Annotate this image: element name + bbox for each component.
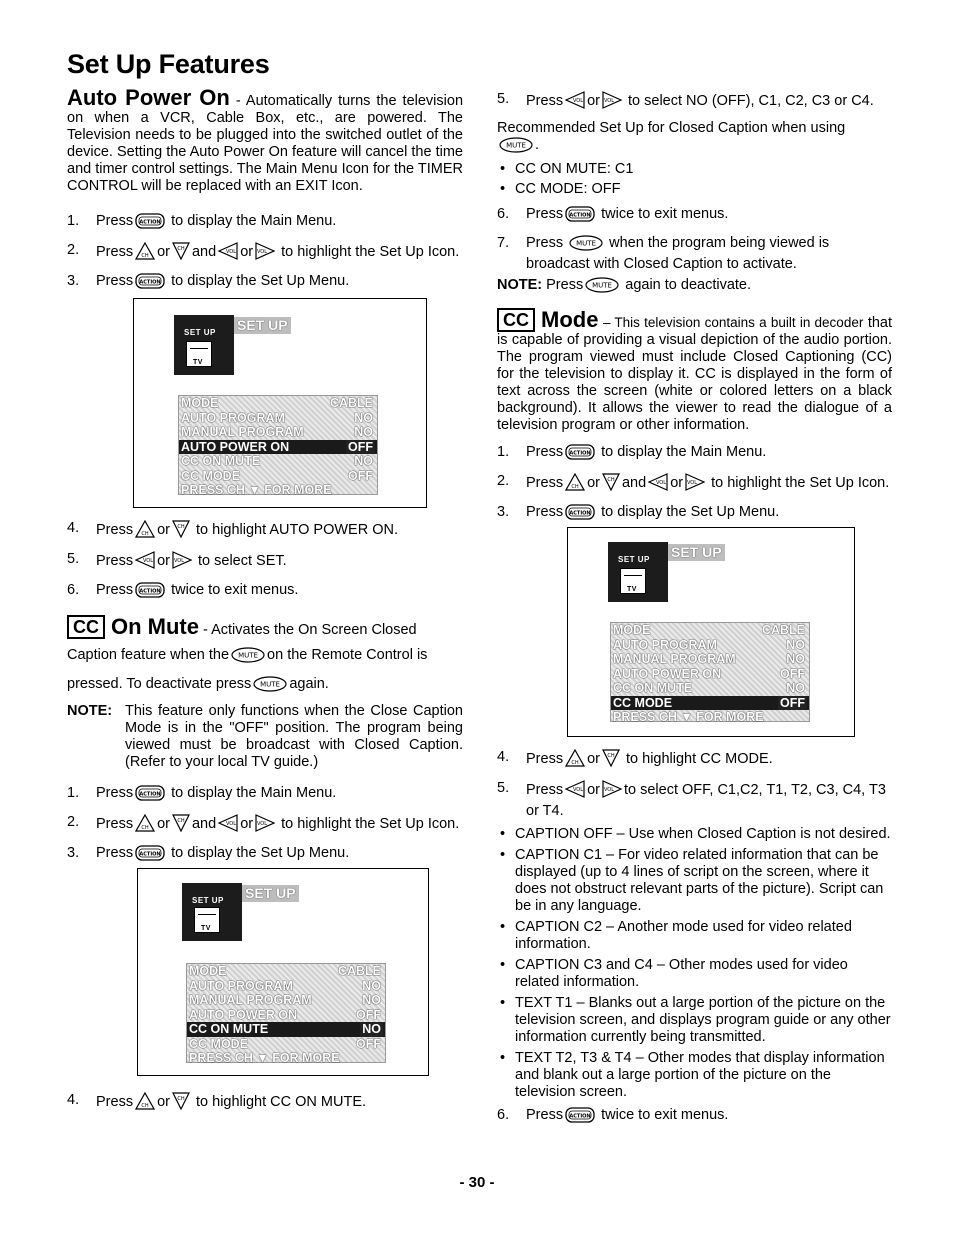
left-column	[67, 86, 463, 1115]
svg-text:ACTION: ACTION	[569, 1113, 591, 1120]
cc-mute-step-5: 5. Press VOL or VOL to select NO (OFF), C1, C2, C3 or C4.	[497, 91, 892, 114]
setup-menu-list	[178, 395, 378, 495]
cc-mode-step-4: 4. Press CH or CH to highlight CC MODE.	[497, 749, 892, 772]
menu-row-press-ch: PRESS CH ▼ FOR MORE	[189, 1051, 340, 1065]
setup-tab: SET UP TV	[182, 883, 242, 941]
on-mute-step-2: 2. Press CH or CH and VOL or VOL to highlight the Set Up Icon.	[67, 814, 463, 837]
svg-text:CH: CH	[141, 1103, 149, 1109]
auto-power-step-2: 2. Press CH or CH and VOL or VOL to highlight the Set Up Icon.	[67, 242, 463, 265]
svg-text:MUTE: MUTE	[238, 651, 258, 660]
svg-text:CH: CH	[607, 753, 615, 759]
action-button-icon	[135, 582, 165, 603]
cc-mode-step-5: 5. Press VOL or VOL to select OFF, C1,C2, T1, T2, C3, C4, T3 or T4.	[497, 780, 886, 819]
caption-bullet-4: • CAPTION C3 and C4 – Other modes used for video related information.	[500, 957, 848, 990]
svg-text:ACTION: ACTION	[139, 588, 161, 595]
on-mute-heading: On Mute	[111, 614, 199, 639]
channel-down-icon	[172, 242, 190, 265]
setup-menu-list	[186, 963, 386, 1063]
action-button-icon	[565, 206, 595, 227]
volume-left-icon	[565, 780, 585, 803]
svg-text:ACTION: ACTION	[569, 212, 591, 219]
setup-header: SET UP	[668, 544, 725, 561]
mute-button-icon	[231, 647, 265, 668]
svg-text:VOL: VOL	[257, 821, 268, 827]
menu-row-auto-power-on: AUTO POWER ON OFF	[189, 1007, 381, 1022]
svg-text:CH: CH	[177, 524, 185, 530]
svg-text:CH: CH	[177, 1096, 185, 1102]
menu-row-auto-power-on: AUTO POWER ON OFF	[179, 440, 377, 455]
svg-text:MUTE: MUTE	[592, 281, 613, 290]
channel-up-icon	[135, 242, 155, 265]
channel-up-icon	[565, 473, 585, 496]
action-button-icon	[565, 1107, 595, 1128]
channel-up-icon	[135, 520, 155, 543]
channel-up-icon	[565, 749, 585, 772]
svg-text:VOL: VOL	[226, 249, 237, 255]
channel-up-icon	[135, 1092, 155, 1115]
action-button-icon	[135, 273, 165, 294]
svg-text:CH: CH	[141, 825, 149, 831]
setup-menu-screen-on-mute	[137, 868, 429, 1076]
menu-row-cc-on-mute: CC ON MUTE NO	[181, 454, 373, 468]
svg-text:MUTE: MUTE	[506, 141, 526, 150]
svg-text:CH: CH	[141, 531, 149, 537]
setup-menu-list	[610, 622, 810, 722]
svg-text:VOL: VOL	[573, 98, 584, 104]
auto-power-intro	[67, 86, 463, 195]
volume-right-icon	[685, 473, 705, 496]
setup-tab: SET UP TV	[608, 542, 668, 602]
channel-down-icon	[172, 814, 190, 837]
menu-row-mode: MODE CABLE	[181, 396, 373, 410]
menu-row-press-ch: PRESS CH ▼ FOR MORE	[181, 483, 332, 497]
svg-text:ACTION: ACTION	[569, 510, 591, 517]
volume-right-icon	[255, 242, 275, 265]
menu-row-cc-on-mute: CC ON MUTE NO	[613, 681, 805, 695]
channel-down-icon	[172, 520, 190, 543]
setup-menu-screen-auto-power	[133, 298, 427, 508]
caption-bullet-6: • TEXT T2, T3 & T4 – Other modes that display information and blank out a large portion of the picture on the television screen.	[500, 1050, 885, 1100]
on-mute-step-1: 1. Press ACTION to display the Main Menu.	[67, 785, 463, 806]
cc-icon: CC	[497, 308, 535, 332]
svg-text:ACTION: ACTION	[139, 851, 161, 858]
caption-bullet-5: • TEXT T1 – Blanks out a large portion of the picture on the television screen, and displays program guide or any other information currently being transmitted.	[500, 995, 891, 1045]
svg-text:CH: CH	[571, 760, 579, 766]
right-column	[497, 91, 892, 1128]
auto-power-desc: - Automatically turns the television on when a VCR, Cable Box, etc., are powered. The Television needs to be plugged into the switched outlet of the device. Setting the Auto Power On feature will cancel the time and timer control settings. The Main Menu Icon for the TIMER CONTROL will be replaced with an EXIT Icon.	[67, 93, 464, 194]
on-mute-desc-line-3: pressed. To deactivate press MUTE again.	[67, 676, 463, 697]
svg-text:ACTION: ACTION	[569, 450, 591, 457]
svg-text:VOL: VOL	[143, 558, 154, 564]
menu-row-press-ch: PRESS CH ▼ FOR MORE	[613, 710, 764, 724]
channel-down-icon	[602, 749, 620, 772]
setup-tab: SET UP TV	[174, 315, 234, 375]
cc-mode-intro: CC Mode – This television contains a built in decoder that is capable of providing a visual depiction of the audio portion. The program viewed must include Closed Captioning (CC) for the television to display it. CC is displayed in the form of text across the screen (white or colored letters on a black background). It allows the viewer to read the dialogue of a television program or other information.	[497, 307, 893, 433]
caption-bullet-3: • CAPTION C2 – Another mode used for video related information.	[500, 919, 852, 952]
page-title: Set Up Features	[67, 49, 270, 79]
svg-text:CH: CH	[177, 818, 185, 824]
volume-right-icon	[602, 91, 622, 114]
auto-power-step-1: 1. Press ACTION to display the Main Menu.	[67, 213, 463, 234]
svg-text:VOL: VOL	[603, 787, 615, 793]
mute-button-icon	[585, 277, 619, 298]
volume-right-icon	[255, 814, 275, 837]
on-mute-note: NOTE: This feature only functions when the Close Caption Mode is in the "OFF" position. The program being viewed must be broadcast with Closed Caption. (Refer to your local TV guide.)	[67, 703, 463, 770]
svg-text:MUTE: MUTE	[260, 680, 281, 689]
svg-text:VOL: VOL	[173, 558, 185, 564]
volume-left-icon	[218, 814, 238, 837]
cc-mode-step-2: 2. Press CH or CH and VOL or VOL to highlight the Set Up Icon.	[497, 473, 892, 496]
menu-row-auto-program: AUTO PROGRAM NO	[181, 410, 373, 425]
menu-row-mode: MODE CABLE	[189, 964, 381, 978]
svg-text:VOL: VOL	[226, 821, 237, 827]
channel-up-icon	[135, 814, 155, 837]
svg-text:CH: CH	[177, 246, 185, 252]
svg-text:CH: CH	[571, 484, 579, 490]
menu-row-auto-program: AUTO PROGRAM NO	[613, 637, 805, 652]
tv-icon: TV	[620, 568, 646, 594]
action-button-icon	[565, 504, 595, 525]
cc-icon: CC	[67, 615, 105, 639]
mute-button-icon	[253, 676, 287, 697]
cc-mute-note: NOTE: Press MUTE again to deactivate.	[497, 277, 892, 298]
cc-mute-step-6: 6. Press ACTION twice to exit menus.	[497, 206, 892, 227]
mute-button-icon	[569, 235, 603, 256]
auto-power-step-5: 5. Press VOL or VOL to select SET.	[67, 551, 463, 574]
menu-row-auto-power-on: AUTO POWER ON OFF	[613, 666, 805, 681]
cc-mode-heading: Mode	[541, 307, 599, 332]
auto-power-step-4: 4. Press CH or CH to highlight AUTO POWER ON.	[67, 520, 463, 543]
cc-mode-step-3: 3. Press ACTION to display the Set Up Menu.	[497, 504, 892, 525]
auto-power-step-3: 3. Press ACTION to display the Set Up Menu.	[67, 273, 463, 294]
svg-text:CH: CH	[141, 253, 149, 259]
svg-text:ACTION: ACTION	[139, 279, 161, 286]
tv-icon: TV	[186, 341, 212, 367]
volume-right-icon	[172, 551, 192, 574]
menu-row-auto-program: AUTO PROGRAM NO	[189, 978, 381, 993]
channel-down-icon	[172, 1092, 190, 1115]
setup-header: SET UP	[234, 317, 291, 334]
svg-text:VOL: VOL	[573, 787, 584, 793]
caption-bullet-2: • CAPTION C1 – For video related information that can be displayed (up to 4 lines of script on the screen, where it does not obstruct relevant parts of the picture). Script can be in any language.	[500, 847, 884, 914]
action-button-icon	[135, 845, 165, 866]
cc-mode-step-6: 6. Press ACTION twice to exit menus.	[497, 1107, 892, 1128]
menu-row-cc-mode: CC MODE OFF	[611, 696, 809, 711]
on-mute-desc-line-2: Caption feature when the MUTE on the Remote Control is	[67, 647, 463, 668]
menu-row-mode: MODE CABLE	[613, 623, 805, 637]
action-button-icon	[565, 444, 595, 465]
on-mute-step-3: 3. Press ACTION to display the Set Up Menu.	[67, 845, 463, 866]
menu-row-manual-program: MANUAL PROGRAM NO	[181, 425, 373, 439]
channel-down-icon	[602, 473, 620, 496]
svg-text:VOL: VOL	[603, 98, 615, 104]
menu-row-cc-mode: CC MODE OFF	[181, 468, 373, 483]
menu-row-cc-mode: CC MODE OFF	[189, 1036, 381, 1051]
caption-bullet-1: • CAPTION OFF – Use when Closed Caption is not desired.	[500, 826, 891, 842]
volume-left-icon	[565, 91, 585, 114]
setup-header: SET UP	[242, 885, 299, 902]
volume-right-icon	[602, 780, 622, 803]
volume-left-icon	[135, 551, 155, 574]
action-button-icon	[135, 785, 165, 806]
recommend-bullet-1: • CC ON MUTE: C1	[500, 161, 634, 177]
recommend-bullet-2: • CC MODE: OFF	[500, 181, 621, 197]
cc-mute-step-7: 7. Press MUTE when the program being viewed is broadcast with Closed Caption to activate.	[497, 235, 830, 272]
auto-power-heading: Auto Power On	[67, 85, 230, 110]
menu-row-cc-on-mute: CC ON MUTE NO	[187, 1022, 385, 1037]
auto-power-step-6: 6. Press ACTION twice to exit menus.	[67, 582, 463, 603]
action-button-icon	[135, 213, 165, 234]
page-number: - 30 -	[459, 1174, 495, 1191]
svg-text:VOL: VOL	[257, 249, 268, 255]
mute-button-icon	[499, 137, 533, 158]
cc-mode-step-1: 1. Press ACTION to display the Main Menu.	[497, 444, 892, 465]
volume-left-icon	[218, 242, 238, 265]
svg-text:VOL: VOL	[687, 480, 698, 486]
setup-menu-screen-cc-mode	[567, 527, 855, 737]
svg-text:MUTE: MUTE	[576, 239, 597, 248]
svg-text:ACTION: ACTION	[139, 791, 161, 798]
on-mute-step-4: 4. Press CH or CH to highlight CC ON MUTE.	[67, 1092, 463, 1115]
tv-icon: TV	[194, 907, 220, 933]
svg-text:VOL: VOL	[656, 480, 667, 486]
svg-text:ACTION: ACTION	[139, 219, 161, 226]
menu-row-manual-program: MANUAL PROGRAM NO	[189, 993, 381, 1007]
svg-text:CH: CH	[607, 477, 615, 483]
on-mute-intro: CC On Mute - Activates the On Screen Closed	[67, 615, 463, 639]
volume-left-icon	[648, 473, 668, 496]
recommended-setup: Recommended Set Up for Closed Caption when using MUTE .	[497, 120, 892, 158]
menu-row-manual-program: MANUAL PROGRAM NO	[613, 652, 805, 666]
